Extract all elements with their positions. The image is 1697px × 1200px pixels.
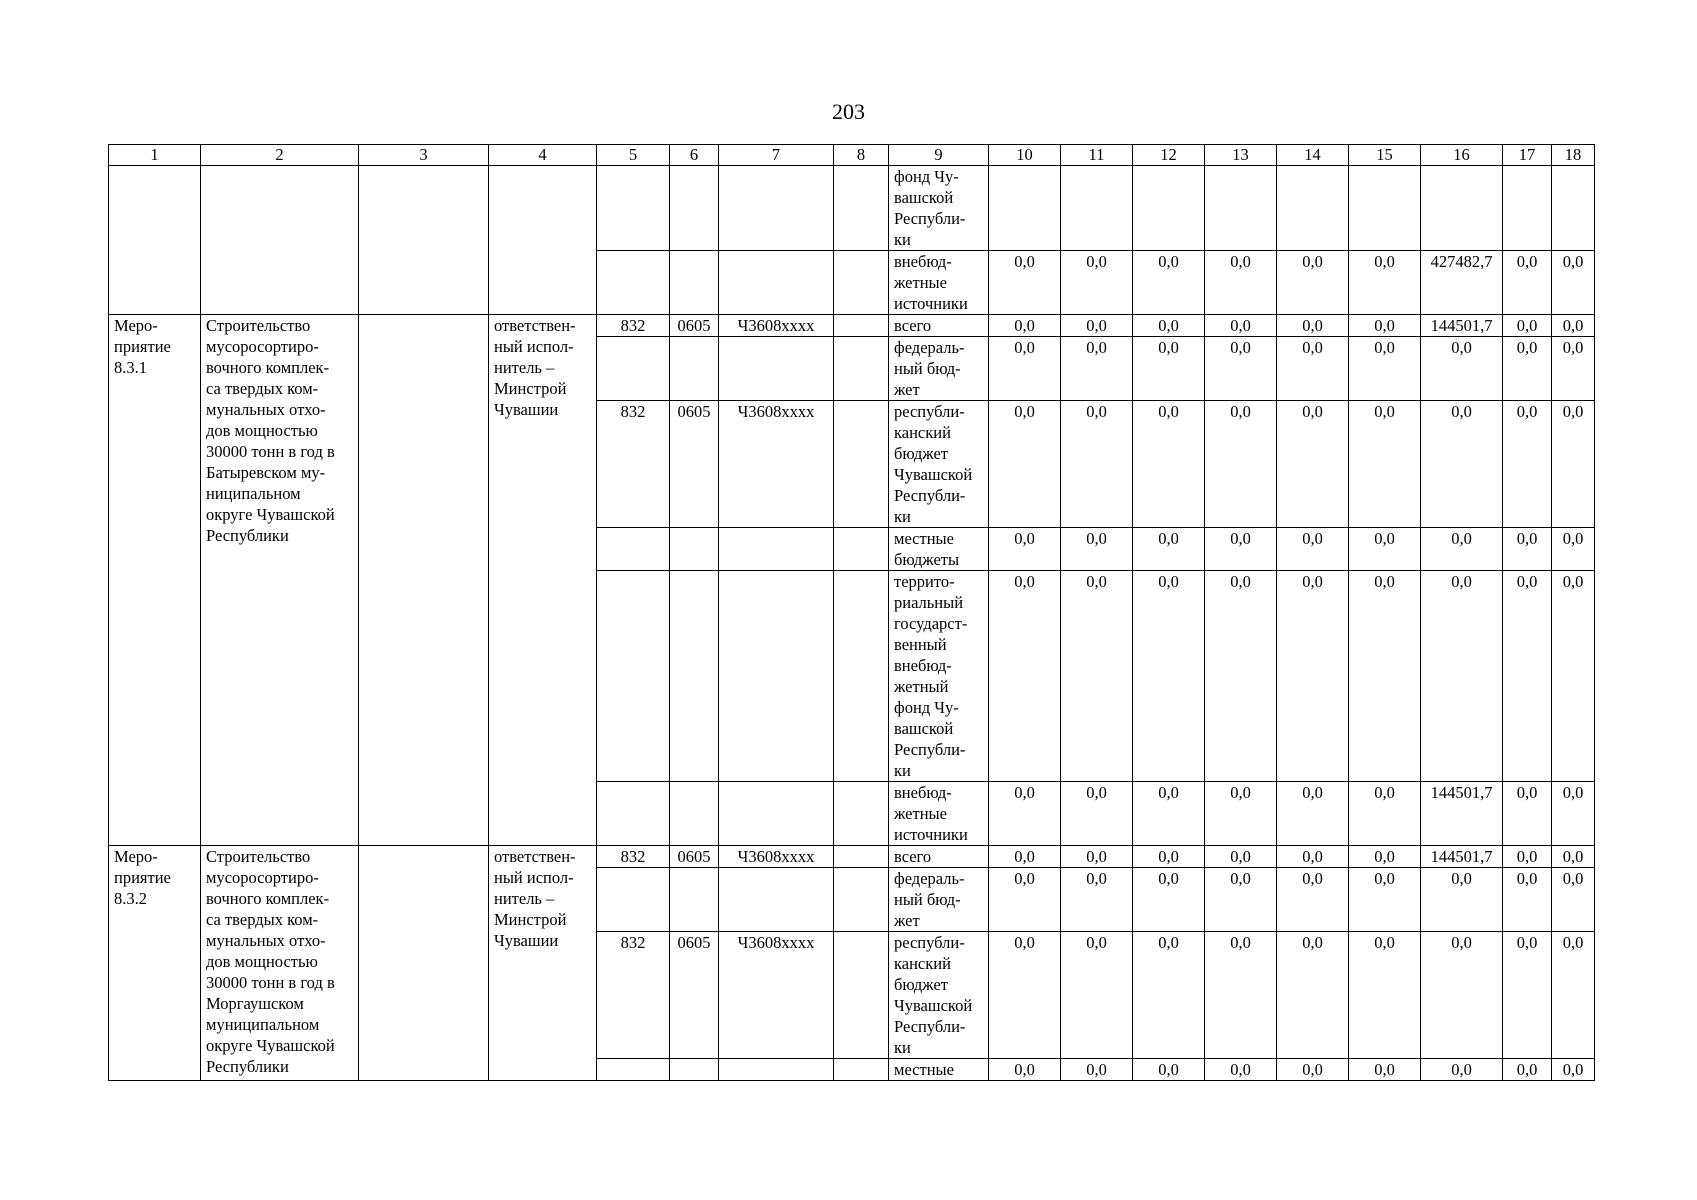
source-line: местные bbox=[894, 1060, 954, 1079]
cell-col5 bbox=[597, 166, 670, 251]
cell-value: 0,0 bbox=[1205, 528, 1277, 571]
activity-name-line: 30000 тонн в год в bbox=[206, 973, 335, 992]
activity-label-line: 8.3.2 bbox=[114, 889, 147, 908]
cell-value: 0,0 bbox=[1349, 315, 1421, 337]
cell-value: 0,0 bbox=[1277, 1059, 1349, 1081]
cell-source bbox=[889, 571, 989, 782]
cell-value: 0,0 bbox=[1277, 528, 1349, 571]
source-line: внебюд- bbox=[894, 783, 952, 802]
cell-value: 0,0 bbox=[1133, 846, 1205, 868]
cell-value: 0,0 bbox=[1205, 782, 1277, 846]
executor-line: нитель – bbox=[494, 889, 555, 908]
cell-value: 0,0 bbox=[1552, 932, 1595, 1059]
cell-value: 0,0 bbox=[1061, 1059, 1133, 1081]
activity-name-line: Республики bbox=[206, 1057, 289, 1076]
cell-value: 0,0 bbox=[1205, 868, 1277, 932]
cell-value: 0,0 bbox=[1205, 932, 1277, 1059]
cell-c6 bbox=[670, 1059, 719, 1081]
cell-value: 0,0 bbox=[1552, 315, 1595, 337]
cell-value: 0,0 bbox=[989, 528, 1061, 571]
cell-value: 0,0 bbox=[1349, 782, 1421, 846]
source-line: ки bbox=[894, 1038, 911, 1057]
cell-value: 0,0 bbox=[1552, 868, 1595, 932]
source-line: Республи- bbox=[894, 1017, 966, 1036]
executor-line: ный испол- bbox=[494, 337, 574, 356]
cell-value: 0,0 bbox=[1503, 782, 1552, 846]
source-line: республи- bbox=[894, 402, 965, 421]
cell-value bbox=[1061, 166, 1133, 251]
activity-name-line: са твердых ком- bbox=[206, 379, 319, 398]
source-line: жет bbox=[894, 380, 920, 399]
activity-name-line: муниципальном bbox=[206, 1015, 320, 1034]
cell-col7 bbox=[719, 251, 834, 315]
cell-executor bbox=[489, 315, 597, 846]
cell-value: 0,0 bbox=[1205, 571, 1277, 782]
cell-col8 bbox=[834, 251, 889, 315]
executor-line: Минстрой bbox=[494, 910, 567, 929]
source-line: канский bbox=[894, 423, 951, 442]
source-line: ки bbox=[894, 230, 911, 249]
column-header-17: 17 bbox=[1503, 145, 1552, 166]
column-header-18: 18 bbox=[1552, 145, 1595, 166]
cell-value: 0,0 bbox=[1277, 251, 1349, 315]
source-line: внебюд- bbox=[894, 656, 952, 675]
cell-value: 0,0 bbox=[989, 315, 1061, 337]
cell-value: 0,0 bbox=[1552, 528, 1595, 571]
cell-c5 bbox=[597, 337, 670, 401]
column-header-3: 3 bbox=[359, 145, 489, 166]
table-row bbox=[109, 166, 1595, 251]
cell-c6: 0605 bbox=[670, 401, 719, 528]
cell-source bbox=[889, 528, 989, 571]
cell-value: 0,0 bbox=[1421, 932, 1503, 1059]
cell-value: 0,0 bbox=[1133, 571, 1205, 782]
cell-c5 bbox=[597, 571, 670, 782]
cell-source bbox=[889, 337, 989, 401]
cell-source bbox=[889, 846, 989, 868]
cell-c5: 832 bbox=[597, 401, 670, 528]
cell-value: 0,0 bbox=[1277, 401, 1349, 528]
cell-col5 bbox=[597, 251, 670, 315]
activity-name-line: вочного комплек- bbox=[206, 358, 330, 377]
cell-value: 0,0 bbox=[1503, 401, 1552, 528]
cell-value: 0,0 bbox=[1503, 251, 1552, 315]
cell-c6 bbox=[670, 782, 719, 846]
table-row bbox=[109, 846, 1595, 868]
source-line: всего bbox=[894, 847, 932, 866]
source-line: жетные bbox=[894, 804, 947, 823]
source-line: бюджет bbox=[894, 975, 948, 994]
cell-c7 bbox=[719, 337, 834, 401]
source-line: жет bbox=[894, 911, 920, 930]
cell-value: 0,0 bbox=[989, 932, 1061, 1059]
cell-c6: 0605 bbox=[670, 846, 719, 868]
cell-col8 bbox=[834, 1059, 889, 1081]
source-line: ный бюд- bbox=[894, 890, 961, 909]
cell-c7 bbox=[719, 1059, 834, 1081]
cell-c5 bbox=[597, 528, 670, 571]
cell-c6 bbox=[670, 528, 719, 571]
cell-value: 0,0 bbox=[1503, 932, 1552, 1059]
cell-value: 0,0 bbox=[989, 1059, 1061, 1081]
activity-name-line: Республики bbox=[206, 526, 289, 545]
cell-executor bbox=[489, 166, 597, 315]
executor-line: ный испол- bbox=[494, 868, 574, 887]
cell-value: 0,0 bbox=[1349, 1059, 1421, 1081]
cell-value: 144501,7 bbox=[1421, 846, 1503, 868]
cell-value: 0,0 bbox=[1552, 846, 1595, 868]
source-line: риальный bbox=[894, 593, 964, 612]
cell-col8 bbox=[834, 782, 889, 846]
cell-value: 0,0 bbox=[1277, 571, 1349, 782]
source-line: Чувашской bbox=[894, 465, 973, 484]
cell-value: 0,0 bbox=[1061, 528, 1133, 571]
activity-name-line: мусоросортиро- bbox=[206, 337, 319, 356]
cell-value bbox=[1133, 166, 1205, 251]
cell-value: 0,0 bbox=[1349, 932, 1421, 1059]
column-header-2: 2 bbox=[201, 145, 359, 166]
executor-line: Чувашии bbox=[494, 400, 559, 419]
cell-value: 0,0 bbox=[1205, 1059, 1277, 1081]
cell-col8 bbox=[834, 315, 889, 337]
cell-value: 0,0 bbox=[1503, 315, 1552, 337]
cell-value: 0,0 bbox=[1061, 571, 1133, 782]
cell-value: 0,0 bbox=[1421, 571, 1503, 782]
cell-value: 0,0 bbox=[989, 571, 1061, 782]
cell-value: 0,0 bbox=[1349, 528, 1421, 571]
cell-value: 0,0 bbox=[1277, 782, 1349, 846]
cell-name bbox=[201, 315, 359, 846]
activity-name-line: Строительство bbox=[206, 316, 311, 335]
cell-col8 bbox=[834, 528, 889, 571]
activity-name-line: ниципальном bbox=[206, 484, 301, 503]
cell-value: 0,0 bbox=[1061, 846, 1133, 868]
cell-c5 bbox=[597, 782, 670, 846]
executor-line: ответствен- bbox=[494, 847, 576, 866]
activity-name-line: Строительство bbox=[206, 847, 311, 866]
cell-col8 bbox=[834, 932, 889, 1059]
source-line: местные bbox=[894, 529, 954, 548]
executor-line: ответствен- bbox=[494, 316, 576, 335]
cell-c7 bbox=[719, 782, 834, 846]
cell-value: 0,0 bbox=[1421, 528, 1503, 571]
activity-label-line: приятие bbox=[114, 337, 171, 356]
cell-c7 bbox=[719, 528, 834, 571]
executor-line: Чувашии bbox=[494, 931, 559, 950]
cell-value: 0,0 bbox=[1205, 401, 1277, 528]
cell-c6 bbox=[670, 868, 719, 932]
activity-name-line: са твердых ком- bbox=[206, 910, 319, 929]
cell-c5: 832 bbox=[597, 932, 670, 1059]
cell-value: 0,0 bbox=[1552, 251, 1595, 315]
table-header bbox=[109, 145, 1595, 166]
cell-value: 0,0 bbox=[1133, 932, 1205, 1059]
cell-value bbox=[989, 166, 1061, 251]
source-line: вашской bbox=[894, 719, 954, 738]
source-line: бюджет bbox=[894, 444, 948, 463]
cell-value: 0,0 bbox=[1061, 251, 1133, 315]
column-header-16: 16 bbox=[1421, 145, 1503, 166]
cell-value: 0,0 bbox=[1061, 932, 1133, 1059]
cell-executor bbox=[489, 846, 597, 1081]
activity-name-line: мунальных отхо- bbox=[206, 931, 326, 950]
cell-value: 0,0 bbox=[1349, 337, 1421, 401]
cell-c7: Ч3608хххх bbox=[719, 932, 834, 1059]
activity-label-line: Меро- bbox=[114, 847, 158, 866]
page-number: 203 bbox=[832, 99, 865, 124]
cell-value: 0,0 bbox=[1277, 846, 1349, 868]
cell-value: 0,0 bbox=[1277, 315, 1349, 337]
cell-col8 bbox=[834, 401, 889, 528]
column-header-12: 12 bbox=[1133, 145, 1205, 166]
activity-name-line: Моргаушском bbox=[206, 994, 304, 1013]
cell-source bbox=[889, 251, 989, 315]
cell-value: 0,0 bbox=[1205, 337, 1277, 401]
cell-value: 0,0 bbox=[1421, 1059, 1503, 1081]
cell-value: 144501,7 bbox=[1421, 782, 1503, 846]
cell-value: 0,0 bbox=[1552, 571, 1595, 782]
column-header-1: 1 bbox=[109, 145, 201, 166]
source-line: фонд Чу- bbox=[894, 698, 959, 717]
source-line: бюджеты bbox=[894, 550, 960, 569]
cell-value bbox=[1552, 166, 1595, 251]
cell-value: 0,0 bbox=[989, 401, 1061, 528]
source-line: венный bbox=[894, 635, 947, 654]
source-line: государст- bbox=[894, 614, 968, 633]
cell-c6 bbox=[670, 571, 719, 782]
cell-value bbox=[1421, 166, 1503, 251]
cell-value: 0,0 bbox=[1133, 401, 1205, 528]
cell-c5 bbox=[597, 868, 670, 932]
source-line: всего bbox=[894, 316, 932, 335]
activity-label-line: Меро- bbox=[114, 316, 158, 335]
column-header-13: 13 bbox=[1205, 145, 1277, 166]
cell-value bbox=[1277, 166, 1349, 251]
cell-value: 0,0 bbox=[1349, 401, 1421, 528]
cell-c7: Ч3608хххх bbox=[719, 315, 834, 337]
cell-value: 0,0 bbox=[1061, 401, 1133, 528]
cell-value: 0,0 bbox=[989, 846, 1061, 868]
cell-col3 bbox=[359, 846, 489, 1081]
source-line: федераль- bbox=[894, 869, 965, 888]
cell-value bbox=[1503, 166, 1552, 251]
cell-activity bbox=[109, 846, 201, 1081]
cell-c7: Ч3608хххх bbox=[719, 401, 834, 528]
column-header-10: 10 bbox=[989, 145, 1061, 166]
cell-value: 427482,7 bbox=[1421, 251, 1503, 315]
column-header-14: 14 bbox=[1277, 145, 1349, 166]
cell-source bbox=[889, 1059, 989, 1081]
source-line: террито- bbox=[894, 572, 955, 591]
cell-activity bbox=[109, 315, 201, 846]
source-line: жетный bbox=[894, 677, 949, 696]
source-line: источники bbox=[894, 294, 968, 313]
cell-value: 144501,7 bbox=[1421, 315, 1503, 337]
cell-value: 0,0 bbox=[989, 337, 1061, 401]
cell-value: 0,0 bbox=[1061, 782, 1133, 846]
source-line: ки bbox=[894, 761, 911, 780]
cell-value: 0,0 bbox=[1503, 571, 1552, 782]
activity-name-line: дов мощностью bbox=[206, 952, 318, 971]
activity-name-line: мунальных отхо- bbox=[206, 400, 326, 419]
cell-value: 0,0 bbox=[1349, 846, 1421, 868]
cell-col3 bbox=[359, 166, 489, 315]
cell-c6: 0605 bbox=[670, 932, 719, 1059]
cell-name bbox=[201, 166, 359, 315]
column-header-9: 9 bbox=[889, 145, 989, 166]
cell-value: 0,0 bbox=[1503, 528, 1552, 571]
cell-name bbox=[201, 846, 359, 1081]
cell-c7 bbox=[719, 868, 834, 932]
activity-name-line: Батыревском му- bbox=[206, 463, 326, 482]
cell-col8 bbox=[834, 868, 889, 932]
cell-source bbox=[889, 315, 989, 337]
cell-value: 0,0 bbox=[1133, 528, 1205, 571]
cell-value: 0,0 bbox=[1421, 337, 1503, 401]
cell-value: 0,0 bbox=[1133, 315, 1205, 337]
cell-value: 0,0 bbox=[1277, 337, 1349, 401]
cell-source bbox=[889, 868, 989, 932]
activity-name-line: дов мощностью bbox=[206, 421, 318, 440]
cell-value: 0,0 bbox=[1421, 401, 1503, 528]
cell-value: 0,0 bbox=[1205, 251, 1277, 315]
source-line: источники bbox=[894, 825, 968, 844]
budget-table bbox=[108, 144, 1595, 1081]
cell-value: 0,0 bbox=[1503, 868, 1552, 932]
activity-label-line: приятие bbox=[114, 868, 171, 887]
cell-value: 0,0 bbox=[1552, 401, 1595, 528]
cell-col6 bbox=[670, 251, 719, 315]
cell-col8 bbox=[834, 166, 889, 251]
cell-value: 0,0 bbox=[1277, 868, 1349, 932]
cell-value: 0,0 bbox=[1133, 868, 1205, 932]
cell-col3 bbox=[359, 315, 489, 846]
cell-c5 bbox=[597, 1059, 670, 1081]
source-line: Республи- bbox=[894, 740, 966, 759]
executor-line: нитель – bbox=[494, 358, 555, 377]
cell-c7 bbox=[719, 571, 834, 782]
cell-value: 0,0 bbox=[1421, 868, 1503, 932]
cell-col8 bbox=[834, 571, 889, 782]
column-header-6: 6 bbox=[670, 145, 719, 166]
table-body bbox=[109, 166, 1595, 1081]
activity-name-line: 30000 тонн в год в bbox=[206, 442, 335, 461]
source-line: ки bbox=[894, 507, 911, 526]
column-header-15: 15 bbox=[1349, 145, 1421, 166]
source-line: жетные bbox=[894, 273, 947, 292]
cell-col8 bbox=[834, 846, 889, 868]
column-header-8: 8 bbox=[834, 145, 889, 166]
cell-value: 0,0 bbox=[1205, 846, 1277, 868]
activity-name-line: вочного комплек- bbox=[206, 889, 330, 908]
activity-name-line: округе Чувашской bbox=[206, 505, 335, 524]
cell-value: 0,0 bbox=[1061, 337, 1133, 401]
cell-activity bbox=[109, 166, 201, 315]
cell-source bbox=[889, 166, 989, 251]
cell-c5: 832 bbox=[597, 315, 670, 337]
executor-line: Минстрой bbox=[494, 379, 567, 398]
source-line: республи- bbox=[894, 933, 965, 952]
cell-value: 0,0 bbox=[1349, 868, 1421, 932]
cell-value: 0,0 bbox=[1133, 782, 1205, 846]
cell-value: 0,0 bbox=[1205, 315, 1277, 337]
cell-source bbox=[889, 932, 989, 1059]
source-line: канский bbox=[894, 954, 951, 973]
cell-value: 0,0 bbox=[1277, 932, 1349, 1059]
cell-c6 bbox=[670, 337, 719, 401]
table-row bbox=[109, 315, 1595, 337]
source-line: Республи- bbox=[894, 209, 966, 228]
activity-label-line: 8.3.1 bbox=[114, 358, 147, 377]
cell-value: 0,0 bbox=[1133, 337, 1205, 401]
cell-value: 0,0 bbox=[1503, 337, 1552, 401]
cell-value: 0,0 bbox=[1349, 571, 1421, 782]
cell-value: 0,0 bbox=[1503, 846, 1552, 868]
column-header-5: 5 bbox=[597, 145, 670, 166]
cell-value: 0,0 bbox=[1552, 337, 1595, 401]
source-line: Республи- bbox=[894, 486, 966, 505]
cell-col7 bbox=[719, 166, 834, 251]
cell-value: 0,0 bbox=[989, 251, 1061, 315]
header-row bbox=[109, 145, 1595, 166]
source-line: фонд Чу- bbox=[894, 167, 959, 186]
activity-name-line: округе Чувашской bbox=[206, 1036, 335, 1055]
cell-value: 0,0 bbox=[1552, 782, 1595, 846]
cell-source bbox=[889, 782, 989, 846]
cell-value: 0,0 bbox=[989, 868, 1061, 932]
cell-value: 0,0 bbox=[1133, 251, 1205, 315]
cell-c6: 0605 bbox=[670, 315, 719, 337]
source-line: внебюд- bbox=[894, 252, 952, 271]
cell-value: 0,0 bbox=[1061, 315, 1133, 337]
column-header-7: 7 bbox=[719, 145, 834, 166]
cell-value: 0,0 bbox=[1552, 1059, 1595, 1081]
column-header-11: 11 bbox=[1061, 145, 1133, 166]
activity-name-line: мусоросортиро- bbox=[206, 868, 319, 887]
cell-col6 bbox=[670, 166, 719, 251]
cell-c5: 832 bbox=[597, 846, 670, 868]
cell-value bbox=[1205, 166, 1277, 251]
cell-value bbox=[1349, 166, 1421, 251]
cell-value: 0,0 bbox=[1133, 1059, 1205, 1081]
column-header-4: 4 bbox=[489, 145, 597, 166]
cell-value: 0,0 bbox=[1349, 251, 1421, 315]
cell-value: 0,0 bbox=[1061, 868, 1133, 932]
source-line: ный бюд- bbox=[894, 359, 961, 378]
source-line: Чувашской bbox=[894, 996, 973, 1015]
cell-c7: Ч3608хххх bbox=[719, 846, 834, 868]
cell-value: 0,0 bbox=[1503, 1059, 1552, 1081]
cell-col8 bbox=[834, 337, 889, 401]
cell-source bbox=[889, 401, 989, 528]
source-line: вашской bbox=[894, 188, 954, 207]
source-line: федераль- bbox=[894, 338, 965, 357]
cell-value: 0,0 bbox=[989, 782, 1061, 846]
